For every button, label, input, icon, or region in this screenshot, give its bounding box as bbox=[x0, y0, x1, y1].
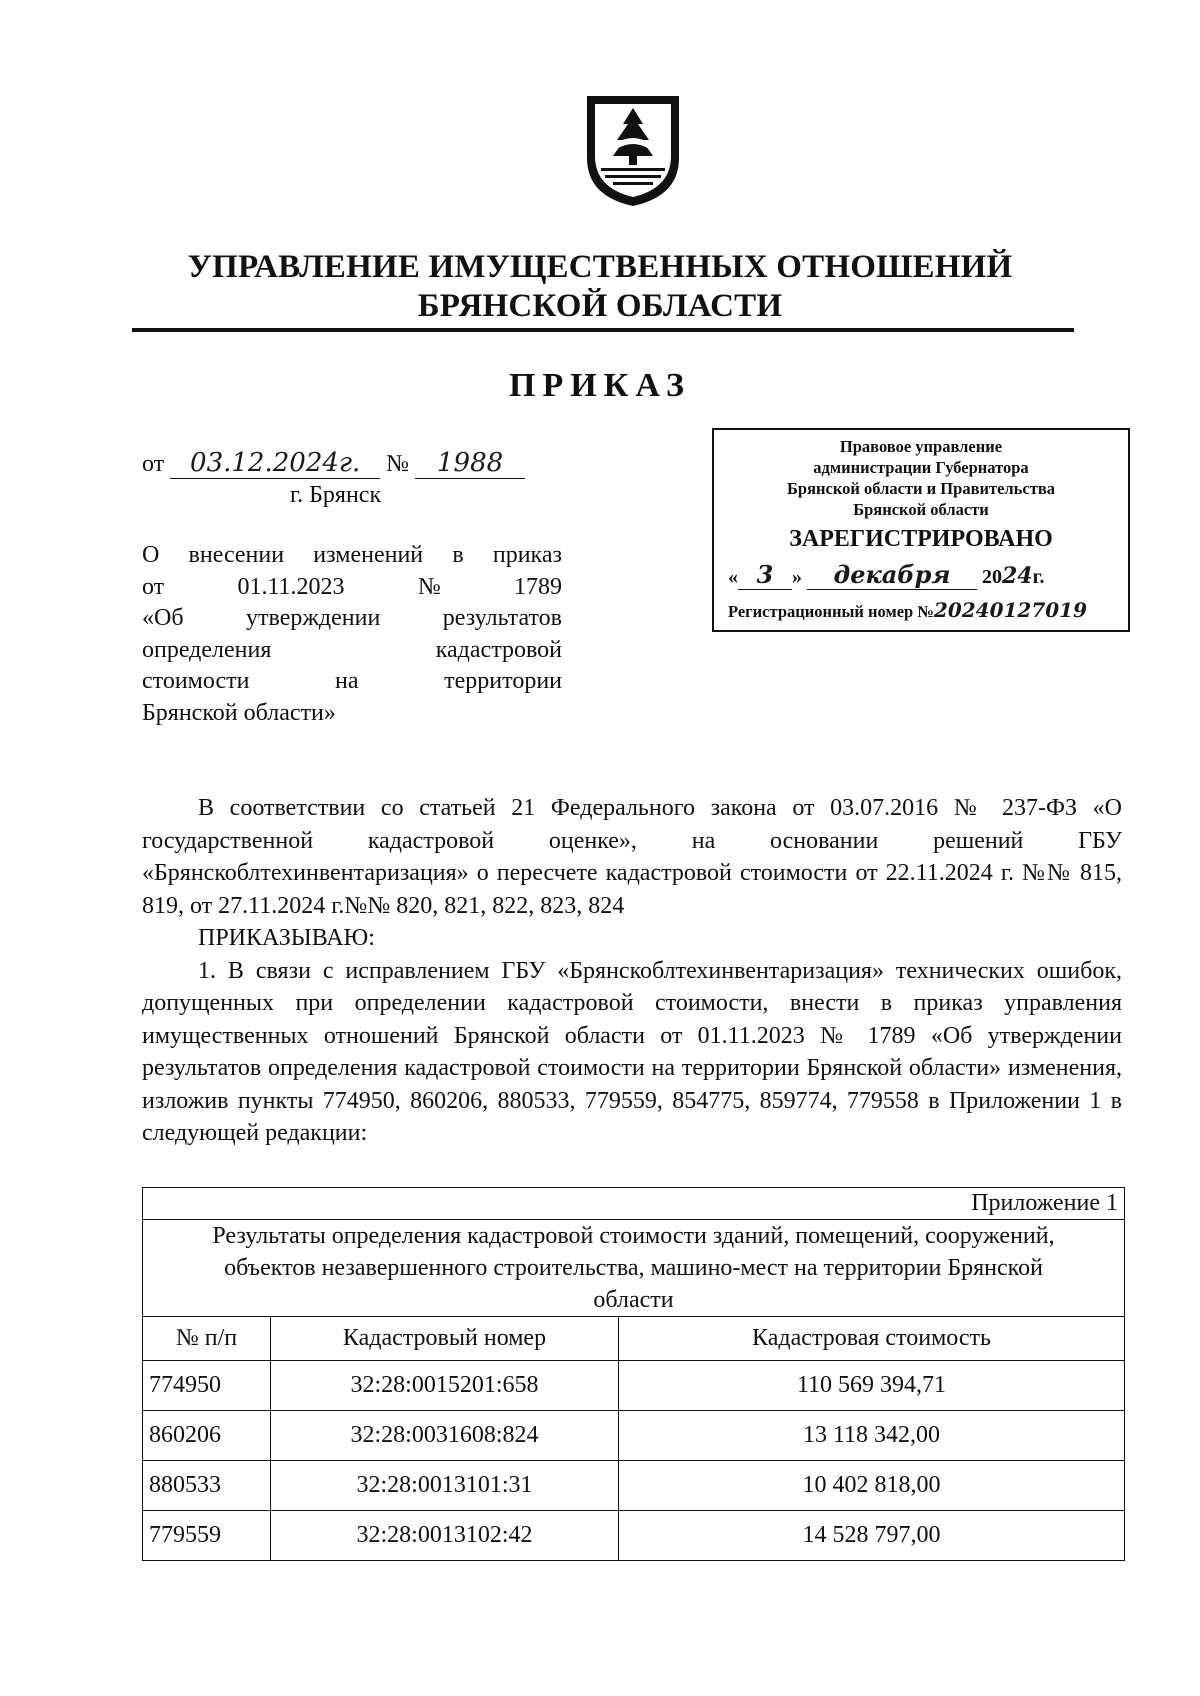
from-label: от bbox=[142, 451, 165, 477]
body-paragraph-1: В соответствии со статьей 21 Федерального закона от 03.07.2016 № 237-ФЗ «О государственной кадастровой оценке», на основании решений ГБУ «Брянскоблтехинвентаризация» о пересчете кадастровой стоимости от 22.11.2024 г. №№ 815, 819, от 27.11.2024 г.№№ 820, 821, 822, 823, 824 bbox=[142, 795, 1122, 919]
registration-stamp bbox=[712, 428, 1130, 632]
table-appendix-row bbox=[143, 1188, 1125, 1220]
subject-line3: «Об утверждении результатов bbox=[142, 605, 562, 631]
stamp-month: декабря bbox=[807, 560, 977, 590]
cadastral-value-table bbox=[142, 1187, 1125, 1561]
subject-line1: О внесении изменений в приказ bbox=[142, 542, 562, 568]
order-city: г. Брянск bbox=[290, 482, 382, 508]
table-caption: Результаты определения кадастровой стоимости зданий, помещений, сооружений, объектов незавершенного строительства, машино-мест на территории Брянской области bbox=[143, 1220, 1125, 1317]
order-body bbox=[142, 792, 1122, 1150]
stamp-year-prefix: 20 bbox=[982, 566, 1002, 588]
header-cadastral-number: Кадастровый номер bbox=[271, 1317, 619, 1361]
subject-line4: определения кадастровой bbox=[142, 636, 562, 663]
header-cadastral-value: Кадастровая стоимость bbox=[619, 1317, 1125, 1361]
coat-of-arms-icon bbox=[583, 92, 683, 210]
stamp-line3: Брянской области и Правительства bbox=[787, 479, 1055, 498]
subject-line5: стоимости на территории bbox=[142, 668, 562, 694]
org-name-line2: БРЯНСКОЙ ОБЛАСТИ bbox=[417, 288, 783, 324]
org-name-line1: УПРАВЛЕНИЕ ИМУЩЕСТВЕННЫХ ОТНОШЕНИЙ bbox=[187, 249, 1013, 285]
stamp-registered: ЗАРЕГИСТРИРОВАНО bbox=[789, 526, 1053, 552]
table-row: 880533 32:28:0013101:31 10 402 818,00 bbox=[143, 1461, 1125, 1511]
appendix-label: Приложение 1 bbox=[143, 1188, 1125, 1220]
stamp-line4: Брянской области bbox=[853, 500, 989, 519]
order-date: 03.12.2024г. bbox=[170, 448, 380, 479]
order-date-line bbox=[142, 448, 525, 479]
table-header-row bbox=[143, 1317, 1125, 1361]
stamp-line1: Правовое управление bbox=[839, 437, 1003, 456]
order-subject bbox=[142, 540, 562, 729]
stamp-reg-number: 20240127019 bbox=[933, 598, 1087, 622]
stamp-year-suffix: 24 bbox=[1002, 563, 1033, 589]
subject-line6: Брянской области» bbox=[142, 699, 336, 726]
table-row: 860206 32:28:0031608:824 13 118 342,00 bbox=[143, 1411, 1125, 1461]
header-divider bbox=[132, 328, 1074, 332]
order-word: ПРИКАЗЫВАЮ: bbox=[198, 925, 375, 951]
stamp-day: 3 bbox=[738, 560, 792, 590]
stamp-year-unit: г. bbox=[1032, 566, 1045, 588]
document-title: ПРИКАЗ bbox=[509, 367, 691, 404]
order-number: 1988 bbox=[415, 448, 525, 479]
stamp-reg-line bbox=[728, 598, 1128, 622]
table-caption-row bbox=[143, 1220, 1125, 1317]
table-row: 779559 32:28:0013102:42 14 528 797,00 bbox=[143, 1511, 1125, 1561]
subject-line2: от 01.11.2023 № 1789 bbox=[142, 573, 562, 600]
stamp-line2: администрации Губернатора bbox=[813, 458, 1029, 477]
stamp-date: « 3 » декабря 2024г. bbox=[728, 560, 1045, 589]
number-label: № bbox=[386, 451, 410, 477]
stamp-reg-label: Регистрационный номер № bbox=[728, 602, 934, 621]
body-paragraph-2: 1. В связи с исправлением ГБУ «Брянскоблтехинвентаризация» технических ошибок, допущенных при определении кадастровой стоимости, внести в приказ управления имущественных отношений Брянской области от 01.11.2023 № 1789 «Об утверждении результатов определения кадастровой стоимости на территории Брянской области» изменения, изложив пункты 774950, 860206, 880533, 779559, 854775, 859774, 779558 в Приложении 1 в следующей редакции: bbox=[142, 957, 1122, 1146]
header-index: № п/п bbox=[143, 1317, 271, 1361]
table-row: 774950 32:28:0015201:658 110 569 394,71 bbox=[143, 1361, 1125, 1411]
